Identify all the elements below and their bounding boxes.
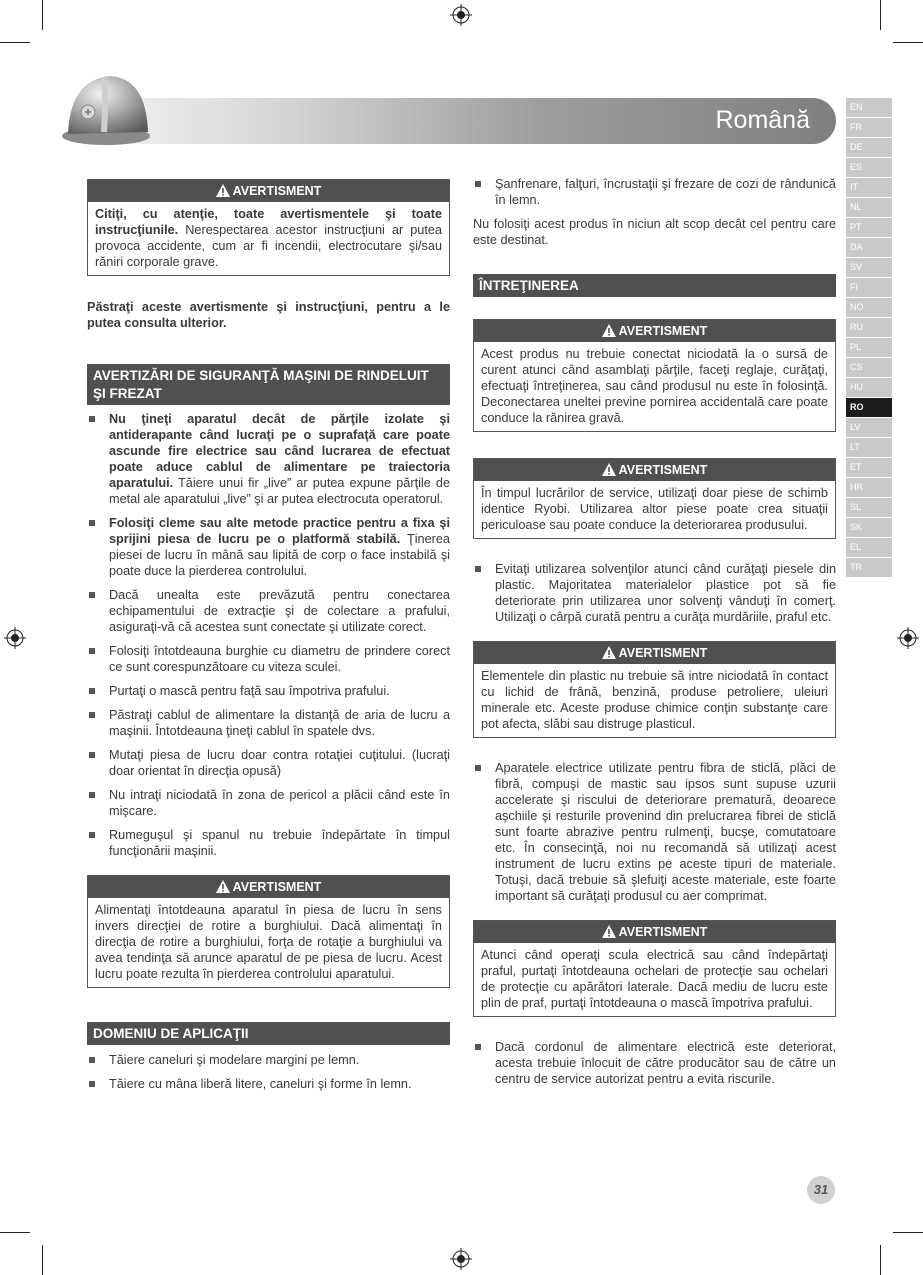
warning-text: Alimentaţi întotdeauna aparatul în piesa de lucru în sens invers direcţiei de rotire a burghiului. Dacă alimentaţi în direcţia de rotire a burghiului, forţa de rotaţie a burghiului va avea tendinţa să arunce aparatul de pe piesa de lucru. Acest lucru poate rezulta în pierderea controlului aparatului. [95,903,442,981]
list-item [87,587,450,635]
section-heading-safety: AVERTIZĂRI DE SIGURANŢĂ MAŞINI DE RINDELUIT ŞI FREZAT [87,364,450,405]
warning-header [474,459,835,481]
language-tab[interactable]: FI [846,278,892,297]
header-bar [90,98,836,144]
list-item: Dacă cordonul de alimentare electrică este deteriorat, acesta trebuie înlocuit de către producător sau de către un centru de service autorizat pentru a evita riscurile. [473,1039,836,1087]
crop-mark [893,42,923,43]
safety-list [87,411,450,859]
warning-header [88,876,449,898]
list [473,176,836,208]
warning-label: AVERTISMENT [232,880,322,894]
list-item [87,643,450,675]
warning-box [87,179,450,276]
language-tab[interactable]: LT [846,438,892,457]
warning-label: AVERTISMENT [618,324,708,338]
warning-icon [602,324,616,337]
warning-label: AVERTISMENT [618,646,708,660]
crop-mark [0,1232,30,1233]
registration-mark-icon [897,627,919,649]
section-heading-applications: DOMENIU DE APLICAŢII [87,1022,450,1045]
language-tab[interactable]: EN [846,98,892,117]
page-title: Română [715,106,810,134]
language-tabs [846,98,892,578]
language-tab[interactable]: LV [846,418,892,437]
registration-mark-icon [450,4,472,26]
warning-box [87,875,450,988]
list-item-text: Tăiere unui fir „live” ar putea expune părţile de metal ale aparatului „live” şi ar putea electrocuta operatorul. [109,476,450,506]
warning-icon [216,184,230,197]
warning-text [88,202,449,275]
language-tab[interactable]: SV [846,258,892,277]
warning-icon [216,880,230,893]
warning-label: AVERTISMENT [232,184,322,198]
warning-text: Elementele din plastic nu trebuie să intre niciodată în contact cu lichid de frână, benzină, produse petroliere, uleiuri minerale etc. Aceste produse chimice conţin substanţe care pot afecta, slăbi sau distruge plasticul. [481,669,828,731]
warning-text: În timpul lucrărilor de service, utilizaţi doar piese de schimb identice Ryobi. Utilizarea altor piese poate crea situaţii periculoase sau poate conduce la deteriorarea produsului. [481,486,828,532]
list-item-text: Rumeguşul şi spanul nu trebuie îndepărtate în timpul funcţionării maşinii. [109,828,450,858]
list-item: Şanfrenare, falţuri, încrustaţii şi frezare de cozi de rândunică în lemn. [473,176,836,208]
language-tab[interactable]: ET [846,458,892,477]
language-tab[interactable]: PT [846,218,892,237]
paragraph: Nu folosiţi acest produs în niciun alt scop decât cel pentru care este destinat. [473,217,836,247]
crop-mark [893,1232,923,1233]
warning-box [473,920,836,1017]
list-item [87,515,450,579]
registration-mark-icon [450,1248,472,1270]
keep-instructions-note: Păstraţi aceste avertismente şi instrucţiuni, pentru a le putea consulta ulterior. [87,300,450,330]
list [473,561,836,625]
language-tab[interactable]: HR [846,478,892,497]
list [473,760,836,904]
warning-text: Atunci când operaţi scula electrică sau când îndepărtaţi praful, purtaţi întotdeauna ochelari de protecţie sau ochelari de protecţie cu apărători laterale. Dacă mediu de lucru este plin de praf, purtaţi întotdeauna o mască împotriva prafului. [481,948,828,1010]
list-item-text: Ţinerea piesei de lucru în mână sau lipită de corp o face instabilă şi poate duce la pierderea controlului. [109,532,450,578]
language-tab-active[interactable]: RO [846,398,892,417]
applications-list [87,1052,450,1092]
language-tab[interactable]: ES [846,158,892,177]
warning-box [473,319,836,432]
warning-header [474,921,835,943]
language-tab[interactable]: HU [846,378,892,397]
warning-header [88,180,449,202]
list-item-text: Purtaţi o mască pentru faţă sau împotriva prafului. [109,684,390,698]
warning-box [473,641,836,738]
list-item-text: Folosiţi întotdeauna burghie cu diametru de prindere corect ce sunt corespunzătoare cu viteza sculei. [109,644,450,674]
list-item-text: Nu intraţi niciodată în zona de pericol a plăcii când este în mişcare. [109,788,450,818]
left-column [87,179,450,1100]
warning-icon [602,646,616,659]
list-item [87,411,450,507]
list-item-text: Dacă unealta este prevăzută pentru conectarea echipamentului de extracţie şi de colectare a prafului, asiguraţi-vă că acestea sunt conectate şi utilizate corect. [109,588,450,634]
list-item-text: Păstraţi cablul de alimentare la distanţă de aria de lucru a maşinii. Întotdeauna ţineţi cablul în spatele dvs. [109,708,450,738]
warning-text: Acest produs nu trebuie conectat niciodată la o sursă de curent atunci când asamblaţi părţile, faceţi reglaje, curăţaţi, efectuaţi întreţinerea, sau când produsul nu este în folosinţă. Deconectarea uneltei previne pornirea accidentală care poate conduce la rănirea gravă. [481,347,828,425]
warning-bold-text: Citiţi, cu atenţie, toate avertismentele şi toate instrucţiunile. [95,207,442,237]
list-item [87,787,450,819]
page-number: 31 [807,1176,835,1204]
language-tab[interactable]: EL [846,538,892,557]
language-tab[interactable]: TR [846,558,892,577]
crop-mark [880,0,881,30]
crop-mark [880,1245,881,1275]
warning-label: AVERTISMENT [618,463,708,477]
list-item [87,683,450,699]
warning-icon [602,925,616,938]
registration-mark-icon [4,627,26,649]
warning-icon [602,463,616,476]
crop-mark [0,42,30,43]
language-tab[interactable]: DA [846,238,892,257]
language-tab[interactable]: CS [846,358,892,377]
list-item [87,707,450,739]
language-tab[interactable]: DE [846,138,892,157]
safety-helmet-icon [58,70,158,150]
list [473,1039,836,1087]
warning-box [473,458,836,539]
list-item-text: Mutaţi piesa de lucru doar contra rotaţiei cuţitului. (lucraţi doar orientat în direcţia opusă) [109,748,450,778]
language-tab[interactable]: NO [846,298,892,317]
language-tab[interactable]: PL [846,338,892,357]
language-tab[interactable]: SL [846,498,892,517]
section-heading-maintenance: ÎNTREŢINEREA [473,274,836,297]
warning-header [474,320,835,342]
list-item-bold: Folosiţi cleme sau alte metode practice pentru a fixa şi sprijini piesa de lucru pe o platformă stabilă. [109,516,450,546]
list-item [87,827,450,859]
language-tab[interactable]: FR [846,118,892,137]
warning-label: AVERTISMENT [618,925,708,939]
right-column [473,176,836,1095]
list-item: Evitaţi utilizarea solvenţilor atunci când curăţaţi piesele din plastic. Majoritatea materialelor plastice pot să fie deteriorate prin utilizarea unor solvenţi vânduţi în comerţ. Utilizaţi o cârpă curată pentru a curăţa murdăriile, praful etc. [473,561,836,625]
warning-body-text: Nerespectarea acestor instrucţiuni ar putea provoca accidente, cum ar fi incendii, electrocutare şi/sau răniri corporale grave. [95,223,442,269]
language-tab[interactable]: RU [846,318,892,337]
list-item-bold: Nu ţineţi aparatul decât de părţile izolate şi antiderapante când lucraţi pe o suprafaţă care poate ascunde fire electrice sau când lucrarea de efectuat poate aduce cablul de alimentare pe traiectoria aparatului. [109,412,450,490]
warning-header [474,642,835,664]
list-item: Tăiere caneluri şi modelare margini pe lemn. [87,1052,450,1068]
crop-mark [42,0,43,30]
language-tab[interactable]: NL [846,198,892,217]
language-tab[interactable]: IT [846,178,892,197]
list-item: Aparatele electrice utilizate pentru fibra de sticlă, plăci de fibră, compuşi de mastic sau ipsos sunt supuse uzurii accelerate şi riscului de deteriorare prematură, deoarece aşchiile şi resturile provenind din prelucrarea fibrei de sticlă sunt foarte abrazive pentru rulmenţi, bucşe, comutatoare etc. În consecinţă, noi nu recomandă să utilizaţi acest instrument de lucru extins pe aceste tipuri de materiale. Totuşi, dacă trebuie să şlefuiţi aceste materiale, este foarte important să curăţaţi produsul cu aer comprimat. [473,760,836,904]
language-tab[interactable]: SK [846,518,892,537]
crop-mark [42,1245,43,1275]
list-item [87,747,450,779]
list-item: Tăiere cu mâna liberă litere, caneluri şi forme în lemn. [87,1076,450,1092]
